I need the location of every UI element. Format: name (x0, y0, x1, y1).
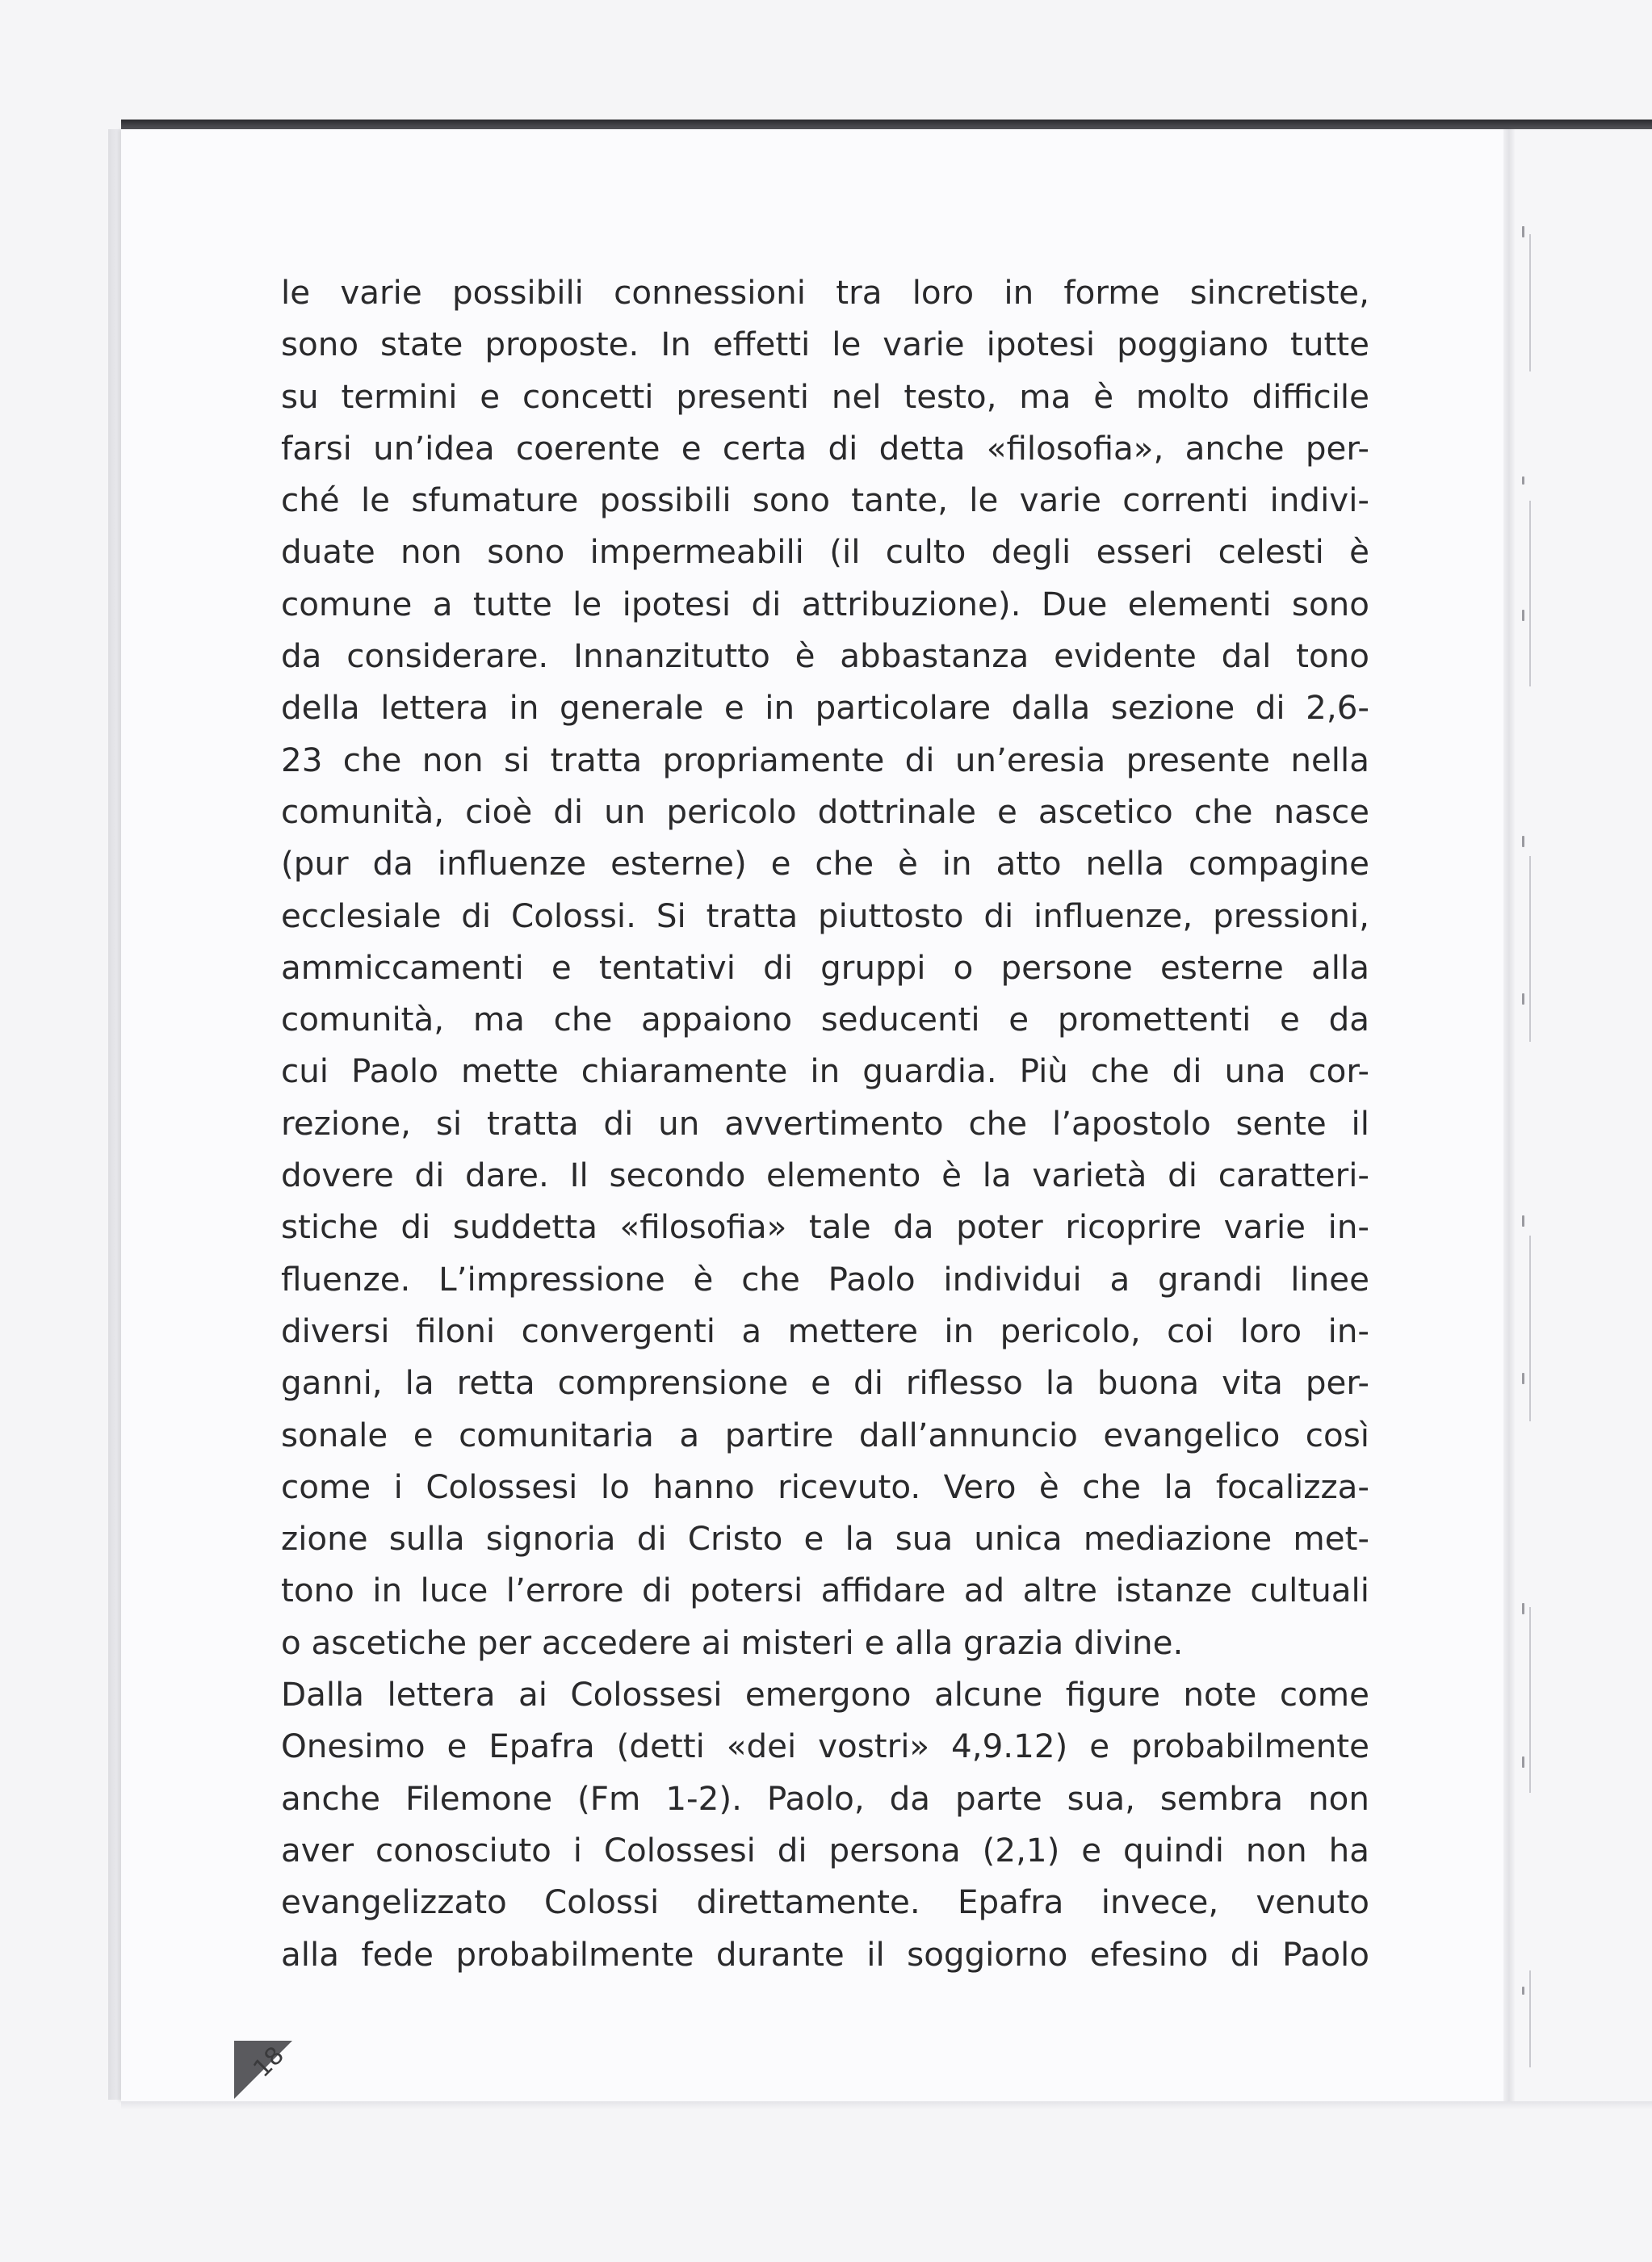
binding-thread (1529, 1607, 1531, 1793)
text-line: sonale e comunitaria a partire dall’annuncio evangelico così (281, 1415, 1369, 1454)
text-line: zione sulla signoria di Cristo e la sua unica mediazione met- (281, 1519, 1369, 1559)
text-line: evangelizzato Colossi direttamente. Epafra invece, venuto (281, 1882, 1369, 1922)
binding-stitch (1522, 836, 1524, 847)
text-line: ecclesiale di Colossi. Si tratta piuttosto di influenze, pressioni, (281, 896, 1369, 935)
text-line: alla fede probabilmente durante il soggiorno efesino di Paolo (281, 1934, 1369, 1974)
text-line: Onesimo e Epafra (detti «dei vostri» 4,9.12) e probabilmente (281, 1727, 1369, 1766)
text-line: da considerare. Innanzitutto è abbastanza evidente dal tono (281, 636, 1369, 676)
page-bottom-edge (121, 2101, 1652, 2109)
text-line: su termini e concetti presenti nel testo, ma è molto difficile (281, 376, 1369, 416)
binding-stitch (1522, 1756, 1524, 1768)
text-line: ganni, la retta comprensione e di riflesso la buona vita per- (281, 1363, 1369, 1403)
text-line: stiche di suddetta «filosofia» tale da poter ricoprire varie in- (281, 1207, 1369, 1247)
text-line: rezione, si tratta di un avvertimento che l’apostolo sente il (281, 1103, 1369, 1143)
text-line: aver conosciuto i Colossesi di persona (2,1) e quindi non ha (281, 1830, 1369, 1870)
binding-stitch (1522, 610, 1524, 621)
text-line: 23 che non si tratta propriamente di un’eresia presente nella (281, 740, 1369, 779)
binding-stitch (1522, 476, 1524, 485)
binding-thread (1529, 234, 1531, 371)
text-line: (pur da influenze esterne) e che è in atto nella compagine (281, 844, 1369, 883)
binding-thread (1529, 856, 1531, 1042)
right-page (1512, 129, 1652, 2101)
text-line: cui Paolo mette chiaramente in guardia. Più che di una cor- (281, 1051, 1369, 1091)
text-line: le varie possibili connessioni tra loro in forme sincretiste, (281, 273, 1369, 312)
text-line: tono in luce l’errore di potersi affidare ad altre istanze cultuali (281, 1571, 1369, 1610)
binding-thread (1529, 501, 1531, 686)
text-line: o ascetiche per accedere ai misteri e alla grazia divine. (281, 1622, 1184, 1662)
text-line: della lettera in generale e in particolare dalla sezione di 2,6- (281, 688, 1369, 728)
text-line: ammiccamenti e tentativi di gruppi o persone esterne alla (281, 947, 1369, 987)
binding-stitch (1522, 1373, 1524, 1384)
text-line: diversi filoni convergenti a mettere in pericolo, coi loro in- (281, 1311, 1369, 1350)
page-number: 18 (248, 2041, 290, 2084)
text-line: ché le sfumature possibili sono tante, le varie correnti indivi- (281, 481, 1369, 520)
text-line: dovere di dare. Il secondo elemento è la varietà di caratteri- (281, 1156, 1369, 1195)
text-line: comune a tutte le ipotesi di attribuzione). Due elementi sono (281, 584, 1369, 623)
binding-stitch (1522, 1987, 1524, 1995)
text-line: comunità, cioè di un pericolo dottrinale e ascetico che nasce (281, 791, 1369, 831)
text-line: Dalla lettera ai Colossesi emergono alcune figure note come (281, 1675, 1369, 1714)
book-gutter (1503, 129, 1515, 2101)
binding-stitch (1522, 993, 1524, 1005)
text-line: farsi un’idea coerente e certa di detta «filosofia», anche per- (281, 428, 1369, 468)
binding-thread (1529, 1236, 1531, 1421)
body-text (281, 266, 1369, 1980)
page-top-shadow (121, 120, 1652, 129)
text-line: sono state proposte. In effetti le varie ipotesi poggiano tutte (281, 325, 1369, 364)
text-line: duate non sono impermeabili (il culto degli esseri celesti è (281, 532, 1369, 572)
binding-thread (1529, 1970, 1531, 2067)
binding-stitch (1522, 1603, 1524, 1614)
page-stack-edge (108, 129, 121, 2100)
text-line: comunità, ma che appaiono seducenti e promettenti e da (281, 1000, 1369, 1039)
text-line: come i Colossesi lo hanno ricevuto. Vero è che la focalizza- (281, 1467, 1369, 1506)
binding-stitch (1522, 1215, 1524, 1227)
text-line: fluenze. L’impressione è che Paolo individui a grandi linee (281, 1259, 1369, 1299)
binding-stitch (1522, 226, 1524, 237)
text-line: anche Filemone (Fm 1-2). Paolo, da parte sua, sembra non (281, 1778, 1369, 1818)
